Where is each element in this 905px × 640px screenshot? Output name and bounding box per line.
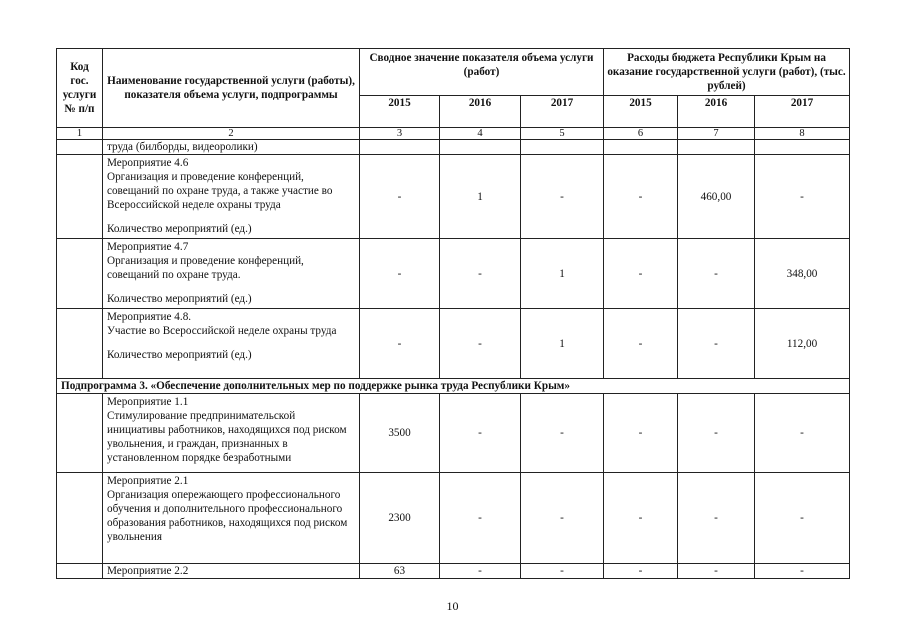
- value-cell: -: [755, 394, 850, 473]
- activity-title: Мероприятие 4.8.: [107, 311, 192, 323]
- service-name-cell: [103, 564, 360, 579]
- value-cell: 112,00: [755, 309, 850, 379]
- value-cell: 1: [440, 155, 521, 239]
- header-budget-group: Расходы бюджета Республики Крым на оказание государственной услуги (работ), (тыс. рублей): [604, 49, 850, 96]
- activity-measure: Количество мероприятий (ед.): [107, 349, 252, 361]
- code-cell: [57, 140, 103, 155]
- service-name-cell: [103, 239, 360, 309]
- activity-description: Стимулирование предпринимательской инициативы работников, находящихся под риском увольнения, и граждан, признанных в установленном порядке безработными: [107, 410, 347, 464]
- service-name-cell: [103, 394, 360, 473]
- services-table: [56, 48, 850, 579]
- activity-title: Мероприятие 4.7: [107, 241, 189, 253]
- service-name-cell: [103, 309, 360, 379]
- table-row: [57, 239, 850, 309]
- value-cell: -: [360, 239, 440, 309]
- page-number: 10: [446, 599, 459, 613]
- value-cell: 348,00: [755, 239, 850, 309]
- activity-title: Мероприятие 1.1: [107, 396, 189, 408]
- value-cell: -: [604, 473, 678, 564]
- header-volume-group: Сводное значение показателя объема услуги (работ): [360, 49, 604, 96]
- value-cell: -: [521, 394, 604, 473]
- code-cell: [57, 394, 103, 473]
- value-cell: 1: [521, 239, 604, 309]
- value-cell: -: [604, 309, 678, 379]
- column-number: 5: [521, 128, 604, 140]
- activity-description: Организация и проведение конференций, совещаний по охране труда, а также участие во Всероссийской неделе охраны труда: [107, 171, 333, 211]
- subprogram-title: Подпрограмма 3. «Обеспечение дополнительных мер по поддержке рынка труда Республики Крым»: [57, 379, 850, 394]
- header-code: Код гос. услуги № п/п: [57, 49, 103, 128]
- value-cell: -: [604, 239, 678, 309]
- value-cell: -: [678, 473, 755, 564]
- header-year: 2017: [521, 95, 604, 127]
- code-cell: [57, 309, 103, 379]
- activity-title: Мероприятие 2.2: [107, 565, 189, 577]
- value-cell: -: [755, 564, 850, 579]
- column-number: 1: [57, 128, 103, 140]
- header-year: 2016: [440, 95, 521, 127]
- value-cell: -: [521, 155, 604, 239]
- table-row: [57, 309, 850, 379]
- value-cell: -: [755, 155, 850, 239]
- service-name-cell: [103, 473, 360, 564]
- activity-description: Организация опережающего профессионального обучения и дополнительного профессионального образования работников, находящихся под риском увольнения: [107, 489, 348, 543]
- value-cell: 1: [521, 309, 604, 379]
- activity-measure: Количество мероприятий (ед.): [107, 223, 252, 235]
- value-cell: 460,00: [678, 155, 755, 239]
- value-cell: -: [440, 309, 521, 379]
- value-cell: -: [440, 473, 521, 564]
- value-cell: -: [360, 309, 440, 379]
- activity-measure: Количество мероприятий (ед.): [107, 293, 252, 305]
- table-row: [57, 140, 850, 155]
- code-cell: [57, 155, 103, 239]
- value-cell: -: [521, 564, 604, 579]
- value-cell: -: [521, 473, 604, 564]
- value-cell: -: [755, 473, 850, 564]
- value-cell: -: [440, 564, 521, 579]
- table-row: [57, 473, 850, 564]
- header-year: 2017: [755, 95, 850, 127]
- value-cell: -: [604, 155, 678, 239]
- column-number-row: [57, 128, 850, 140]
- subprogram-row: [57, 379, 850, 394]
- table-row: [57, 394, 850, 473]
- value-cell: -: [604, 394, 678, 473]
- value-cell: [360, 140, 440, 155]
- activity-description: Участие во Всероссийской неделе охраны труда: [107, 325, 337, 337]
- value-cell: -: [678, 239, 755, 309]
- service-name-cell: труда (билборды, видеоролики): [103, 140, 360, 155]
- column-number: 2: [103, 128, 360, 140]
- code-cell: [57, 239, 103, 309]
- column-number: 7: [678, 128, 755, 140]
- table-row: [57, 564, 850, 579]
- value-cell: -: [360, 155, 440, 239]
- value-cell: [678, 140, 755, 155]
- column-number: 3: [360, 128, 440, 140]
- value-cell: -: [678, 309, 755, 379]
- activity-description: Организация и проведение конференций, совещаний по охране труда.: [107, 255, 304, 281]
- code-cell: [57, 564, 103, 579]
- code-cell: [57, 473, 103, 564]
- value-cell: 3500: [360, 394, 440, 473]
- table-row: [57, 155, 850, 239]
- value-cell: -: [678, 564, 755, 579]
- header-name: Наименование государственной услуги (работы), показателя объема услуги, подпрограммы: [103, 49, 360, 128]
- value-cell: -: [440, 239, 521, 309]
- value-cell: -: [678, 394, 755, 473]
- value-cell: -: [604, 564, 678, 579]
- column-number: 6: [604, 128, 678, 140]
- value-cell: [521, 140, 604, 155]
- column-number: 4: [440, 128, 521, 140]
- value-cell: 2300: [360, 473, 440, 564]
- header-year: 2015: [360, 95, 440, 127]
- value-cell: [440, 140, 521, 155]
- header-year: 2016: [678, 95, 755, 127]
- column-number: 8: [755, 128, 850, 140]
- header-year: 2015: [604, 95, 678, 127]
- value-cell: -: [440, 394, 521, 473]
- service-name-cell: [103, 155, 360, 239]
- value-cell: [604, 140, 678, 155]
- value-cell: [755, 140, 850, 155]
- activity-title: Мероприятие 4.6: [107, 157, 189, 169]
- activity-title: Мероприятие 2.1: [107, 475, 189, 487]
- value-cell: 63: [360, 564, 440, 579]
